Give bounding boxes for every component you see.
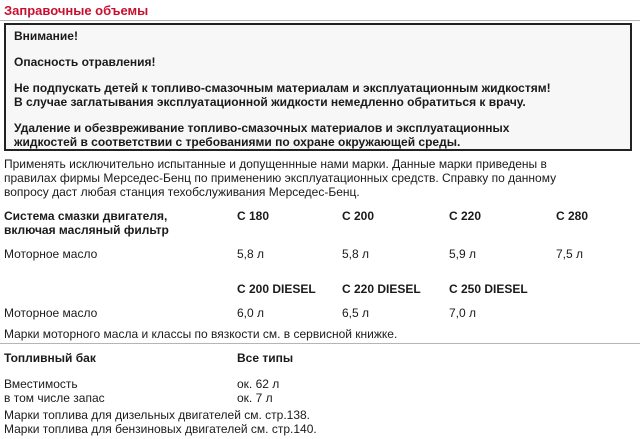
oil-value-c280: 7,5 л [556, 247, 584, 261]
oil-value-c200: 5,8 л [342, 247, 370, 261]
warning-box [4, 23, 632, 151]
model-c250-diesel: C 250 DIESEL [449, 282, 528, 296]
model-c280: C 280 [556, 209, 589, 223]
engine-section-header-line-1: Система смазки двигателя, [4, 209, 168, 223]
all-types-header: Все типы [237, 351, 294, 365]
warning-children-line-1: Не подпускать детей к топливо-смазочным материалам и эксплуатационным жидкостям! [14, 81, 551, 95]
engine-section-header-line-2: включая масляный фильтр [4, 223, 169, 237]
model-c200: C 200 [342, 209, 375, 223]
oil-value-c220-diesel: 6,5 л [342, 306, 370, 320]
intro-line: вопросу даст любая станция техобслуживания Мерседес-Бенц. [4, 185, 360, 199]
warning-danger: Опасность отравления! [14, 55, 156, 69]
fuel-tank-header: Топливный бак [4, 351, 96, 365]
reserve-label: в том числе запас [4, 391, 105, 405]
capacity-label: Вместимость [4, 377, 78, 391]
diesel-fuel-note: Марки топлива для дизельных двигателей см. стр.138. [4, 408, 311, 422]
warning-disposal-line-2: жидкостей в соответствии с требованиями по охране окружающей среды. [14, 135, 461, 149]
title-divider [0, 20, 640, 21]
section-title: Заправочные объемы [4, 3, 149, 18]
model-c200-diesel: C 200 DIESEL [237, 282, 316, 296]
petrol-fuel-note: Марки топлива для бензиновых двигателей см. стр.140. [4, 422, 317, 436]
model-c220: C 220 [449, 209, 482, 223]
oil-grades-note: Марки моторного масла и классы по вязкости см. в сервисной книжке. [4, 327, 398, 341]
intro-line: правилах фирмы Мерседес-Бенц по применению эксплуатационных средств. Справку по данному [4, 171, 557, 185]
intro-paragraph [4, 157, 634, 199]
warning-heading: Внимание! [14, 29, 78, 43]
oil-value-c200-diesel: 6,0 л [237, 306, 265, 320]
oil-label-diesel: Моторное масло [4, 306, 98, 320]
oil-value-c180: 5,8 л [237, 247, 265, 261]
warning-children-line-2: В случае заглатывания эксплуатационной жидкости немедленно обратиться к врачу. [14, 95, 526, 109]
capacity-value: ок. 62 л [237, 377, 280, 391]
oil-value-c250-diesel: 7,0 л [449, 306, 477, 320]
model-c180: C 180 [237, 209, 270, 223]
model-c220-diesel: C 220 DIESEL [342, 282, 421, 296]
intro-line: Применять исключительно испытанные и допущеннные нами марки. Данные марки приведены в [4, 157, 547, 171]
warning-disposal-line-1: Удаление и обезвреживание топливо-смазочных материалов и эксплуатационных [14, 121, 510, 135]
oil-label: Моторное масло [4, 247, 98, 261]
oil-value-c220: 5,9 л [449, 247, 477, 261]
section-divider [0, 343, 640, 344]
reserve-value: ок. 7 л [237, 391, 273, 405]
